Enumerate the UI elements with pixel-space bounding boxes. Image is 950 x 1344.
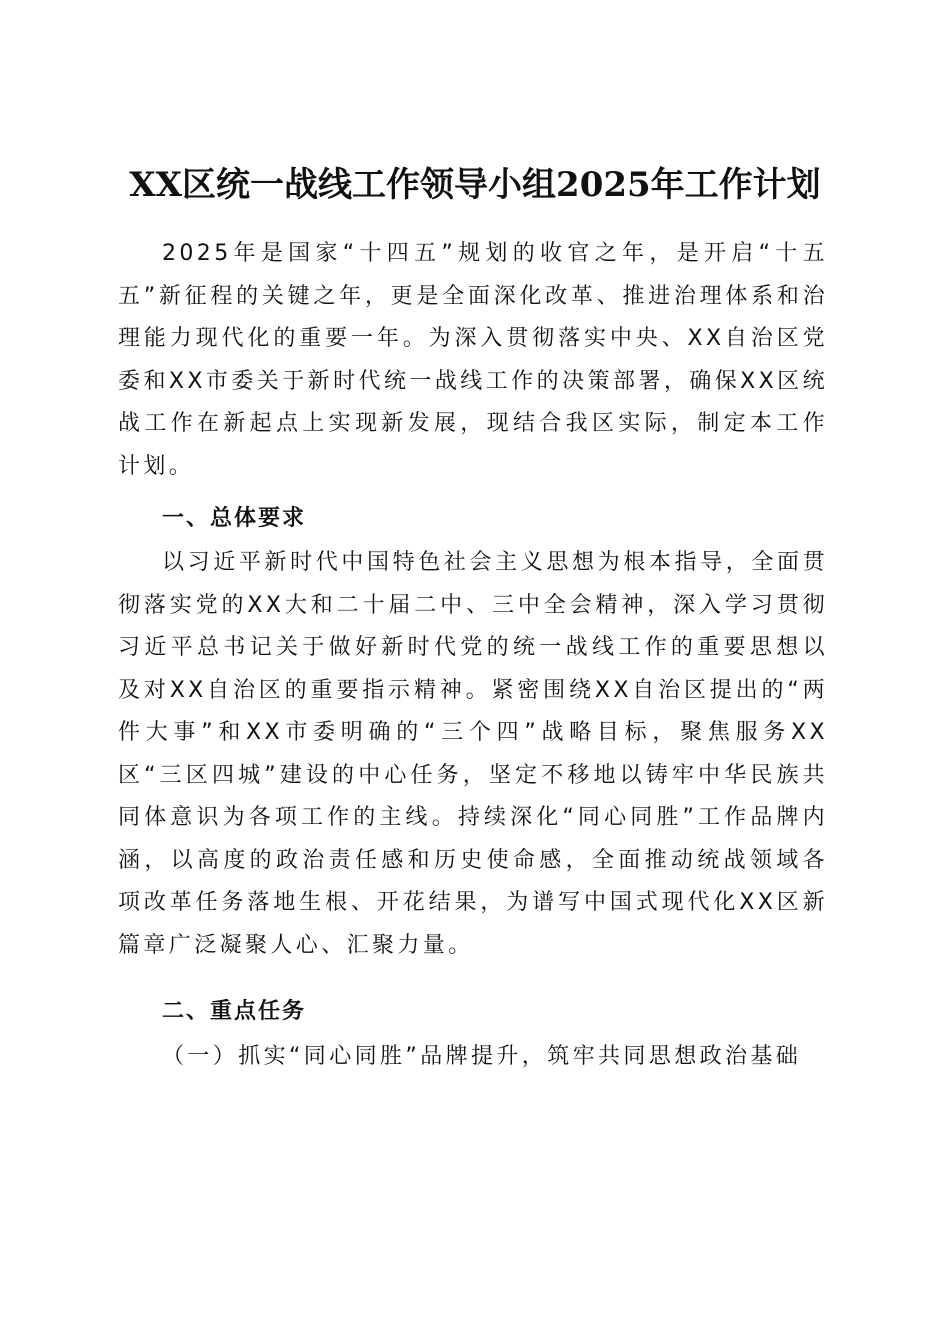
general-requirements-paragraph: 以习近平新时代中国特色社会主义思想为根本指导，全面贯彻落实党的XX大和二十届二中、三中全会精神，深入学习贯彻习近平总书记关于做好新时代党的统一战线工作的重要思想以及对XX自治区的重要指示精神。紧密围绕XX自治区提出的“两件大事”和XX市委明确的“三个四”战略目标，聚焦服务XX区“三区四城”建设的中心任务，坚定不移地以铸牢中华民族共同体意识为各项工作的主线。持续深化“同心同胜”工作品牌内涵，以高度的政治责任感和历史使命感，全面推动统战领域各项改革任务落地生根、开花结果，为谱写中国式现代化XX区新篇章广泛凝聚人心、汇聚力量。 bbox=[118, 550, 828, 958]
section-heading-general-requirements: 一、总体要求 bbox=[162, 506, 307, 531]
intro-paragraph: 2025年是国家“十四五”规划的收官之年，是开启“十五五”新征程的关键之年，更是全面深化改革、推进治理体系和治理能力现代化的重要一年。为深入贯彻落实中央、XX自治区党委和XX市委关于新时代统一战线工作的决策部署，确保XX区统战工作在新起点上实现新发展，现结合我区实际，制定本工作计划。 bbox=[118, 241, 828, 479]
subsection-heading-brand-upgrade: （一）抓实“同心同胜”品牌提升，筑牢共同思想政治基础 bbox=[162, 1044, 802, 1069]
section-heading-key-tasks: 二、重点任务 bbox=[162, 999, 307, 1024]
document-title: XX区统一战线工作领导小组2025年工作计划 bbox=[129, 164, 821, 205]
